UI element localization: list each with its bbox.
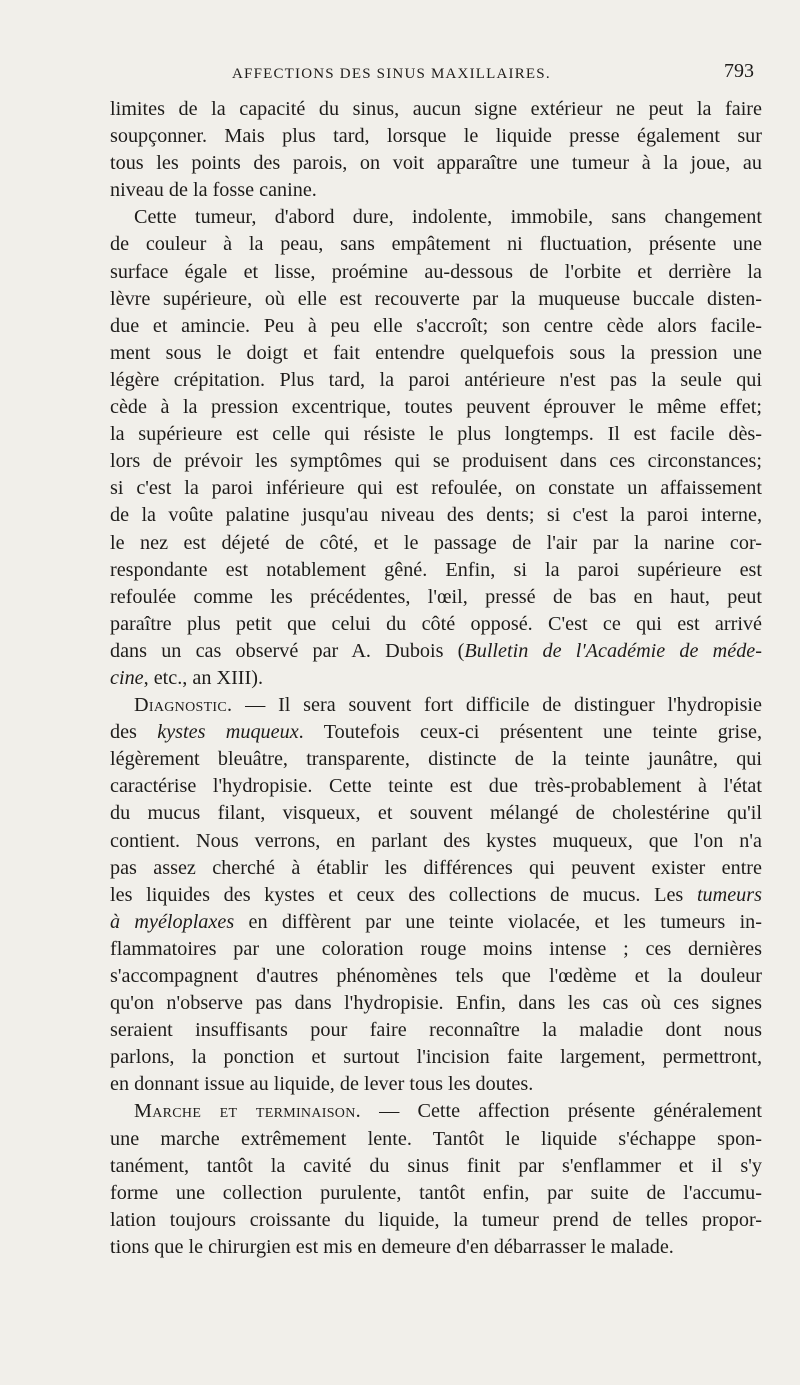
text-line: ment sous le doigt et fait entendre quelquefois sous la pression une — [110, 341, 762, 364]
text-line: parlons, la ponction et surtout l'incision faite largement, permettront, — [110, 1046, 762, 1069]
text-line: surface égale et lisse, proémine au-dessous de l'orbite et derrière la — [110, 260, 762, 283]
text-line: respondante est notablement gêné. Enfin, si la paroi supérieure est — [110, 558, 762, 581]
text-line — [110, 638, 762, 665]
text-line: de couleur à la peau, sans empâtement ni fluctuation, présente une — [110, 233, 762, 256]
text-line: Cette tumeur, d'abord dure, indolente, immobile, sans changement — [134, 206, 762, 229]
page-number: 793 — [724, 60, 754, 82]
text-run: les liquides des kystes et ceux des collections de mucus. Les — [110, 883, 697, 906]
text-line: de la voûte palatine jusqu'au niveau des dents; si c'est la paroi interne, — [110, 504, 762, 527]
text-line: si c'est la paroi inférieure qui est refoulée, on constate un affaissement — [110, 477, 762, 500]
text-line — [110, 665, 762, 692]
text-line: s'accompagnent d'autres phénomènes tels que l'œdème et la douleur — [110, 965, 762, 987]
text-run: — Cette affection présente généralement — [360, 1100, 762, 1123]
text-line: seraient insuffisants pour faire reconnaître la maladie dont nous — [110, 1019, 762, 1042]
text-line: en donnant issue au liquide, de lever tous les doutes. — [110, 1073, 534, 1096]
text-line: limites de la capacité du sinus, aucun signe extérieur ne peut la faire — [110, 98, 762, 120]
citation-title: cine — [110, 666, 144, 689]
text-line: cède à la pression excentrique, toutes peuvent éprouver le même effet; — [110, 396, 762, 419]
text-line: lors de prévoir les symptômes qui se produisent dans ces circonstances; — [110, 450, 762, 473]
text-line: forme une collection purulente, tantôt enfin, par suite de l'accumu- — [110, 1181, 762, 1204]
text-line: caractérise l'hydropisie. Cette teinte est due très-probablement à l'état — [110, 775, 762, 798]
citation-title: Bulletin de l'Académie de méde- — [464, 639, 762, 662]
text-line: du mucus filant, visqueux, et souvent mélangé de cholestérine qu'il — [110, 802, 762, 825]
section-heading: Diagnostic. — [134, 694, 233, 717]
italic-term: kystes muqueux — [157, 721, 299, 744]
text-run: . Toutefois ceux-ci présentent une teinte grise, — [298, 721, 762, 744]
text-line: due et amincie. Peu à peu elle s'accroît; son centre cède alors facile- — [110, 314, 762, 337]
text-run: des — [110, 721, 158, 744]
text-line: soupçonner. Mais plus tard, lorsque le liquide presse également sur — [110, 125, 762, 148]
text-run: en diffèrent par une teinte violacée, et les tumeurs in- — [234, 910, 762, 933]
italic-term: à myéloplaxes — [110, 910, 235, 933]
text-line: pas assez cherché à établir les différences qui peuvent exister entre — [110, 856, 762, 879]
text-line: qu'on n'observe pas dans l'hydropisie. Enfin, dans les cas où ces signes — [110, 992, 762, 1015]
text-line: contient. Nous verrons, en parlant des kystes muqueux, que l'on n'a — [110, 829, 762, 852]
text-line: tous les points des parois, on voit apparaître une tumeur à la joue, au — [110, 152, 762, 175]
text-line: paraître plus petit que celui du côté opposé. C'est ce qui est arrivé — [110, 612, 762, 635]
text-line: la supérieure est celle qui résiste le plus longtemps. Il est facile dès- — [110, 423, 762, 446]
text-run: dans un cas observé par A. Dubois ( — [110, 639, 465, 662]
text-run: — Il sera souvent fort difficile de distinguer l'hydropisie — [232, 694, 762, 717]
text-line — [110, 692, 762, 719]
text-line — [110, 1098, 762, 1125]
text-line: légère crépitation. Plus tard, la paroi antérieure n'est pas la seule qui — [110, 368, 762, 391]
text-line: lèvre supérieure, où elle est recouverte par la muqueuse buccale disten- — [110, 287, 762, 310]
body-text — [110, 96, 762, 1261]
italic-term: tumeurs — [696, 883, 762, 906]
running-head: AFFECTIONS DES SINUS MAXILLAIRES. — [232, 66, 551, 82]
text-line — [110, 909, 762, 936]
section-heading: Marche et terminaison. — [134, 1100, 361, 1123]
text-line — [110, 882, 762, 909]
text-line: niveau de la fosse canine. — [110, 179, 317, 202]
text-line: le nez est déjeté de côté, et le passage de l'air par la narine cor- — [110, 531, 762, 554]
text-line: tanément, tantôt la cavité du sinus finit par s'enflammer et il s'y — [110, 1154, 762, 1177]
text-run: , etc., an XIII). — [143, 666, 264, 689]
text-line: légèrement bleuâtre, transparente, distincte de la teinte jaunâtre, qui — [110, 748, 762, 771]
text-line: flammatoires par une coloration rouge moins intense ; ces dernières — [110, 937, 762, 960]
text-line: refoulée comme les précédentes, l'œil, pressé de bas en haut, peut — [110, 585, 762, 608]
text-line — [110, 719, 762, 746]
text-line: tions que le chirurgien est mis en demeure d'en débarrasser le malade. — [110, 1235, 674, 1258]
text-line: lation toujours croissante du liquide, la tumeur prend de telles propor- — [110, 1208, 762, 1231]
text-line: une marche extrêmement lente. Tantôt le liquide s'échappe spon- — [110, 1127, 762, 1150]
